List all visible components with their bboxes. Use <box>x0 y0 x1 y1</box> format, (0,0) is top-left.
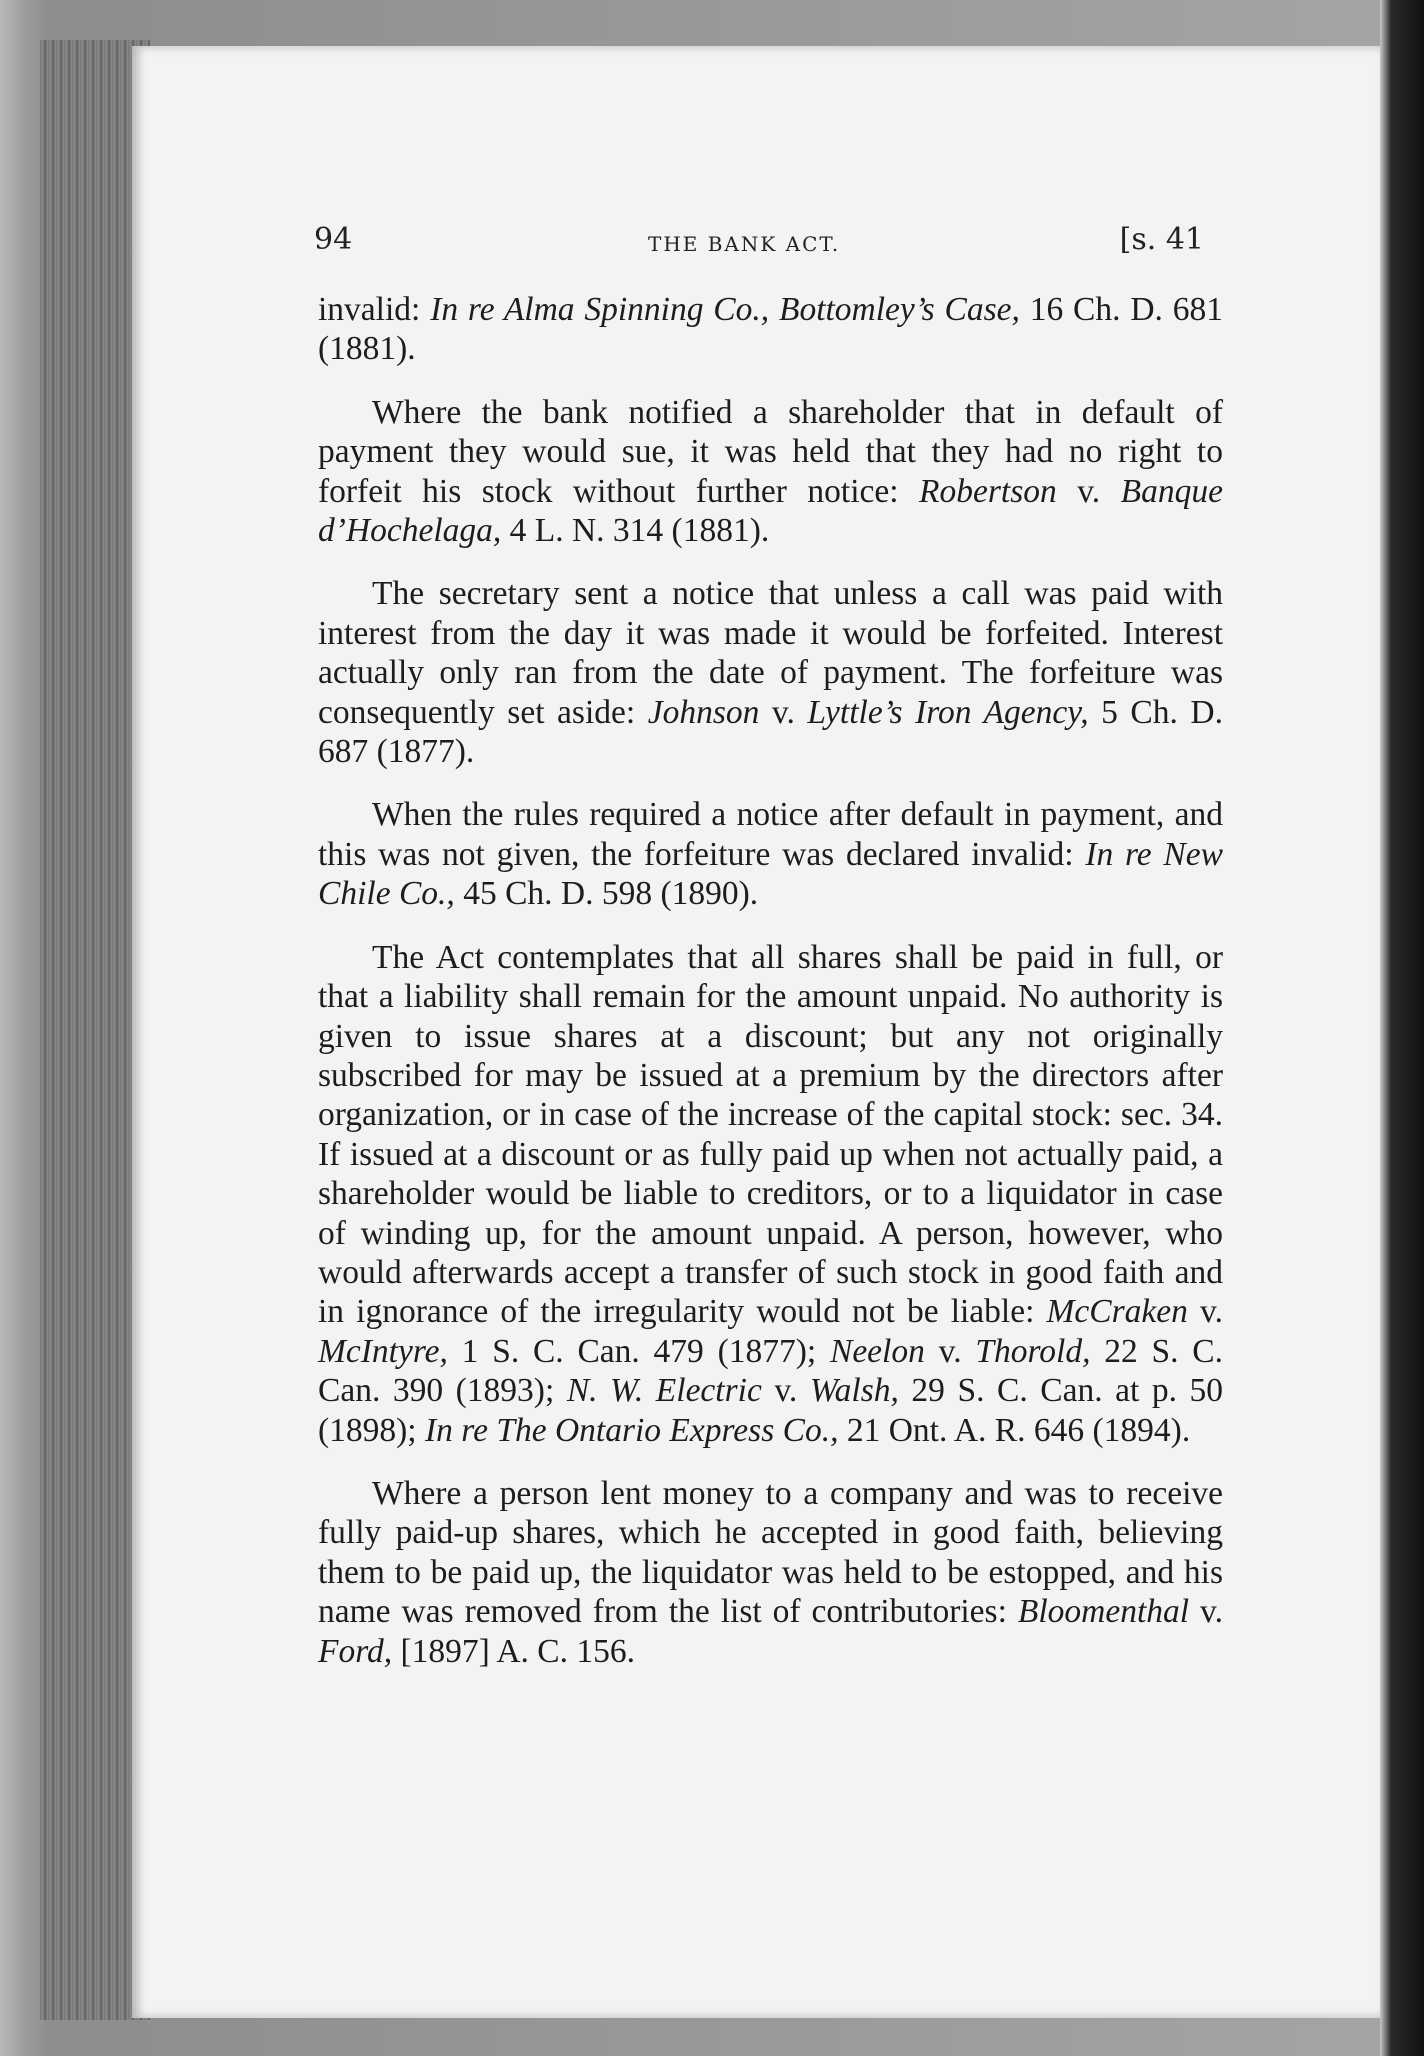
case-citation-italic: McIntyre, <box>318 1332 448 1370</box>
text-run: v. <box>761 1372 810 1410</box>
text-run: 16 Ch. D. 681 (1881). <box>318 291 1223 368</box>
text-run: 5 Ch. D. 687 (1877). <box>318 693 1223 771</box>
case-citation-italic: Robertson <box>919 472 1057 510</box>
case-citation-italic: In re New Chile Co., <box>318 835 1223 913</box>
text-run: 22 S. C. Can. 390 (1893); <box>318 1332 1223 1410</box>
text-run: 21 Ont. A. R. 646 (1894). <box>838 1411 1191 1449</box>
text-run: 1 S. C. Can. 479 (1877); <box>447 1332 830 1370</box>
text-run: v. <box>1187 1293 1223 1331</box>
text-run: v. <box>1056 472 1121 510</box>
case-citation-italic: Lyttle’s Iron Agency, <box>807 693 1089 731</box>
paragraph <box>318 1474 1223 1671</box>
case-citation-italic: Ford, <box>318 1632 393 1670</box>
paragraph <box>318 290 1223 369</box>
case-citation-italic: Thorold, <box>975 1332 1091 1370</box>
paragraph <box>318 938 1223 1450</box>
text-run: The Act contemplates that all shares shall be paid in full, or that a liability shall remain for the amount unpaid. No authority is given to issue shares at a discount; but any not originally subscribed for may be issued at a premium by the directors after organization, or in case of the increase of the capital stock: sec. 34. If issued at a discount or as fully paid up when not actually paid, a shareholder would be liable to creditors, or to a liquidator in case of winding up, for the amount unpaid. A person, however, who would afterwards accept a transfer of such stock in good faith and in ignorance of the irregularity would not be liable: <box>318 938 1223 1331</box>
case-citation-italic: Banque d’Hochelaga, <box>318 472 1223 550</box>
page-header <box>314 222 1214 262</box>
body-text <box>318 290 1223 1695</box>
text-run: When the rules required a notice after default in payment, and this was not given, the forfeiture was declared invalid: <box>318 796 1223 873</box>
paragraph <box>318 795 1223 913</box>
text-run: 45 Ch. D. 598 (1890). <box>454 875 759 913</box>
text-run: Where the bank notified a shareholder that in default of payment they would sue, it was held that they had no right to forfeit his stock without further notice: <box>318 393 1223 510</box>
case-citation-italic: Neelon <box>829 1332 925 1370</box>
text-run: 29 S. C. Can. at p. 50 (1898); <box>318 1372 1223 1449</box>
text-run: Where a person lent money to a company and was to receive fully paid-up shares, which he accepted in good faith, believing them to be paid up, the liquidator was held to be estopped, and his name was removed from the list of contributories: <box>318 1474 1223 1631</box>
page-number: 94 <box>314 222 353 257</box>
text-run: The secretary sent a notice that unless a call was paid with interest from the day it was made it would be forfeited. Interest actually only ran from the date of payment. The forfeiture was consequently set aside: <box>318 575 1223 731</box>
text-run: 4 L. N. 314 (1881). <box>501 512 770 550</box>
section-reference: [s. 41 <box>1119 222 1204 257</box>
text-run: invalid: <box>318 291 431 328</box>
case-citation-italic: Walsh, <box>809 1372 899 1410</box>
binding-shadow <box>1380 0 1424 2056</box>
text-run: v. <box>924 1332 976 1370</box>
running-head: THE BANK ACT. <box>648 232 841 256</box>
case-citation-italic: N. W. Electric <box>566 1372 762 1410</box>
text-run: v. <box>1189 1593 1223 1631</box>
text-run: v. <box>759 693 808 731</box>
text-run: [1897] A. C. 156. <box>392 1632 636 1670</box>
case-citation-italic: In re The Ontario Express Co., <box>425 1411 839 1449</box>
paragraph <box>318 393 1223 551</box>
case-citation-italic: Johnson <box>647 693 760 731</box>
case-citation-italic: In re Alma Spinning Co., Bottomley’s Case, <box>430 291 1020 328</box>
case-citation-italic: McCraken <box>1046 1293 1188 1331</box>
paragraph <box>318 574 1223 771</box>
case-citation-italic: Bloomenthal <box>1017 1593 1190 1631</box>
